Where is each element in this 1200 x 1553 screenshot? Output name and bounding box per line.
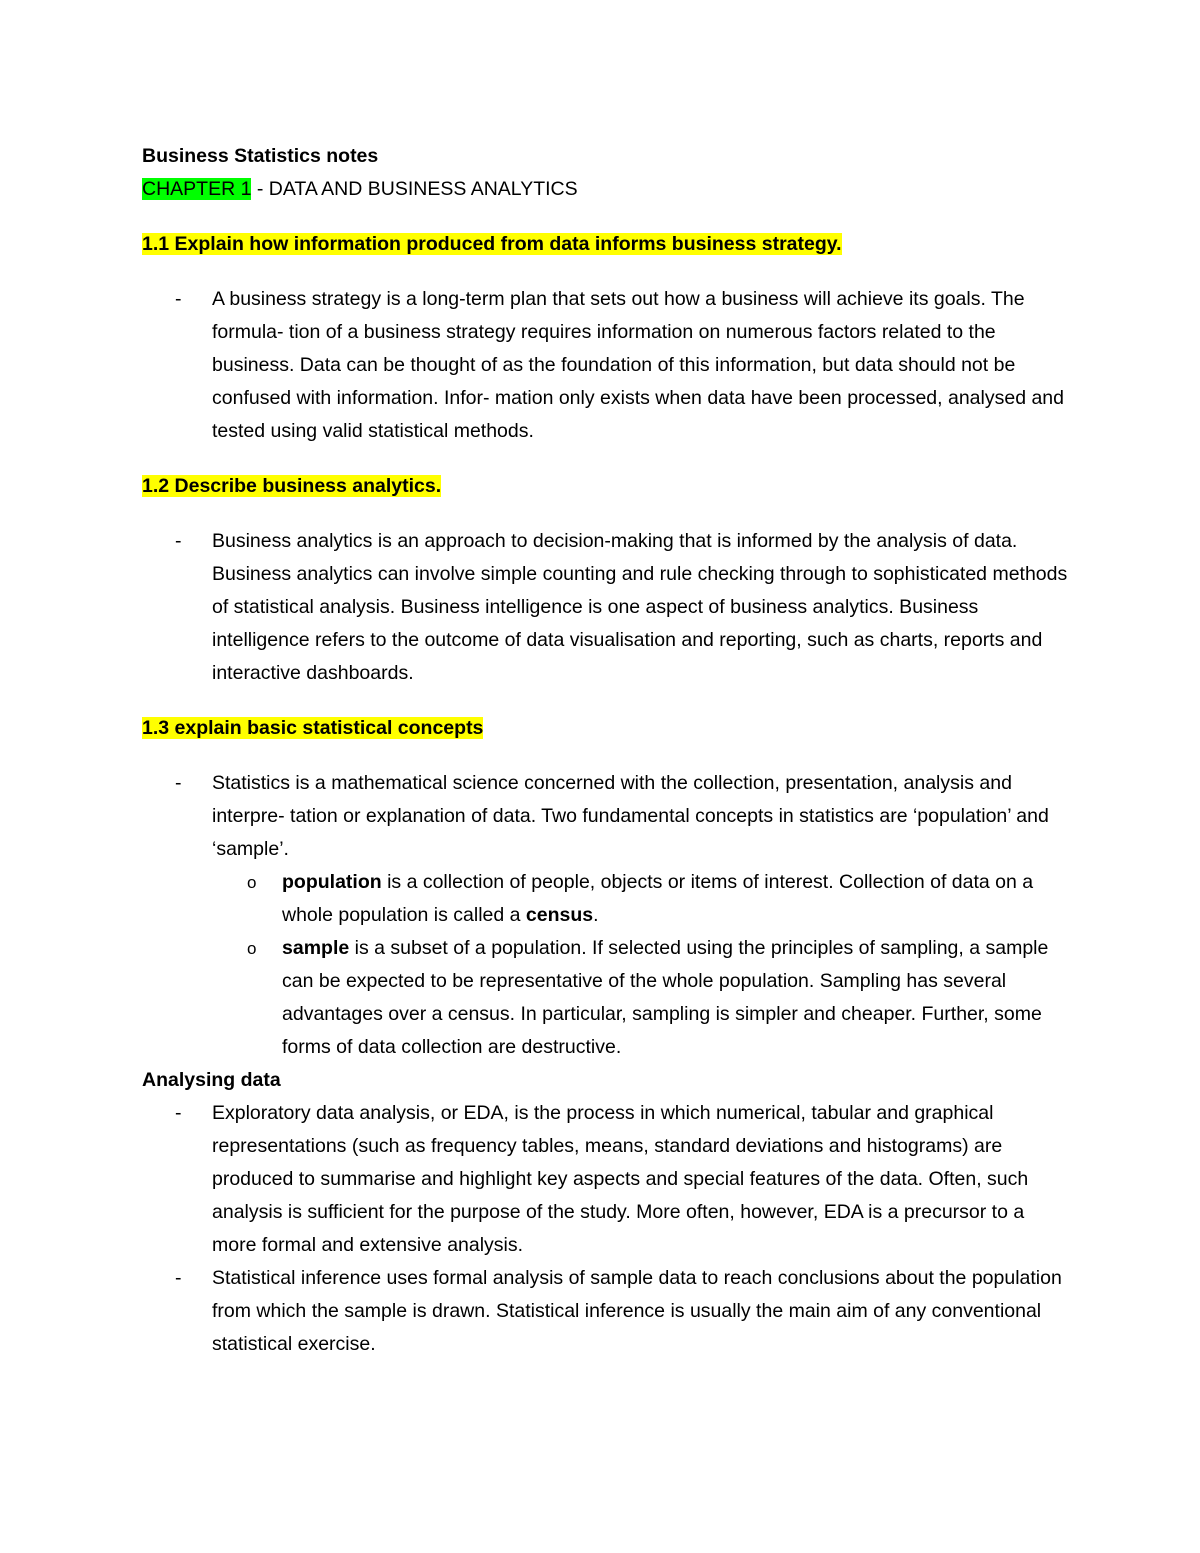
sub-list-item-text: is a collection of people, objects or items of interest. Collection of data on a whole population is called a [282, 871, 1034, 926]
section-heading-1-2 [142, 470, 1072, 503]
circle-marker: o [247, 873, 257, 892]
chapter-label: CHAPTER 1 [142, 178, 252, 200]
analysing-data-bullets [142, 1097, 1072, 1361]
list-item [142, 525, 1072, 690]
list-item-text: Business analytics is an approach to decision-making that is informed by the analysis of data. Business analytics can involve simple counting and rule checking through to sophisticated methods of statistical analysis. Business intelligence is one aspect of business analytics. Business intelligence refers to the outcome of data visualisation and reporting, such as charts, reports and interactive dashboards. [212, 530, 1068, 684]
section-heading-text: 1.2 Describe business analytics. [142, 475, 442, 497]
document-content [142, 140, 1072, 1361]
list-item-text: Statistics is a mathematical science concerned with the collection, presentation, analysis and interpre- tation or explanation of data. Two fundamental concepts in statistics are ‘population’ and ‘sample’. [212, 772, 1049, 860]
section-1-2-bullets [142, 525, 1072, 690]
list-item [142, 1262, 1072, 1361]
list-item-text: A business strategy is a long-term plan that sets out how a business will achieve its goals. The formula- tion of a business strategy requires information on numerous factors related to the business. Data can be thought of as the foundation of this information, but data should not be confused with information. Infor- mation only exists when data have been processed, analysed and tested using valid statistical methods. [212, 288, 1065, 442]
list-item [142, 283, 1072, 448]
list-item-text: Exploratory data analysis, or EDA, is the process in which numerical, tabular and graphical representations (such as frequency tables, means, standard deviations and histograms) are produced to summarise and highlight key aspects and special features of the data. Often, such analysis is sufficient for the purpose of the study. More often, however, EDA is a precursor to a more formal and extensive analysis. [212, 1102, 1029, 1256]
list-item-text: Statistical inference uses formal analysis of sample data to reach conclusions about the population from which the sample is drawn. Statistical inference is usually the main aim of any conventional statistical exercise. [212, 1267, 1062, 1355]
section-heading-1-1 [142, 228, 1072, 261]
term-population: population [282, 871, 382, 893]
sub-bullet-list [212, 866, 1072, 1064]
section-1-1-bullets [142, 283, 1072, 448]
dash-marker: - [175, 288, 182, 310]
analysing-data-heading: Analysing data [142, 1069, 281, 1091]
section-1-3-bullets [142, 767, 1072, 1064]
sub-list-item-sample [212, 932, 1072, 1064]
term-sample: sample [282, 937, 350, 959]
dash-marker: - [175, 1267, 182, 1289]
dash-marker: - [175, 530, 182, 552]
sub-list-item-text-end: . [593, 904, 599, 926]
dash-marker: - [175, 1102, 182, 1124]
section-heading-text: 1.3 explain basic statistical concepts [142, 717, 484, 739]
section-heading-1-3 [142, 712, 1072, 745]
chapter-heading [142, 173, 1072, 206]
circle-marker: o [247, 939, 257, 958]
chapter-title: - DATA AND BUSINESS ANALYTICS [251, 178, 578, 200]
term-census: census [525, 904, 594, 926]
sub-list-item-population [212, 866, 1072, 932]
section-heading-text: 1.1 Explain how information produced from data informs business strategy. [142, 233, 842, 255]
dash-marker: - [175, 772, 182, 794]
document-title: Business Statistics notes [142, 145, 379, 167]
list-item [142, 767, 1072, 1064]
list-item [142, 1097, 1072, 1262]
sub-list-item-text: is a subset of a population. If selected using the principles of sampling, a sample can be expected to be representative of the whole population. Sampling has several advantages over a census. In particular, sampling is simpler and cheaper. Further, some forms of data collection are destructive. [282, 937, 1049, 1058]
